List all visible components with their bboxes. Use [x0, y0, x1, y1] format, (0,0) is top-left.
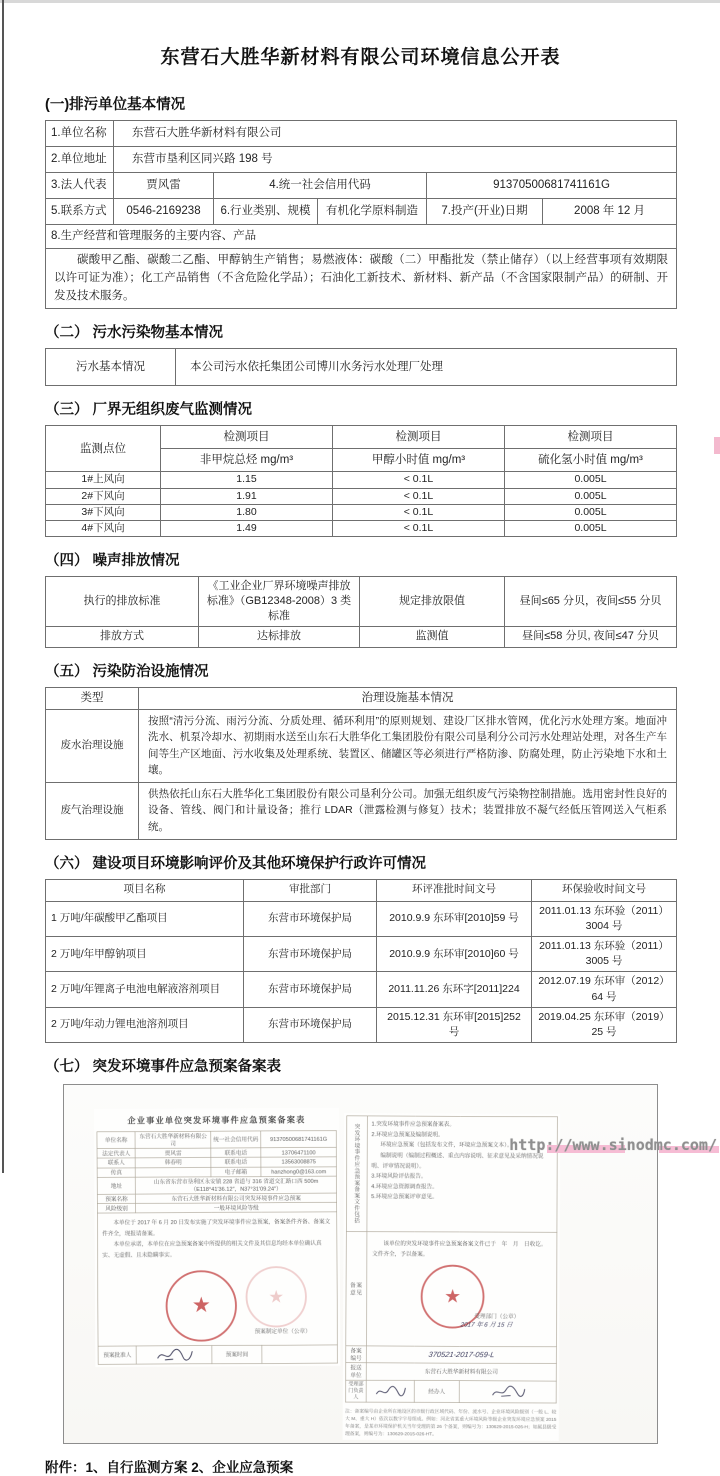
- filing-opinion-cell: [366, 1232, 556, 1347]
- wastewater-facility-label: 废水治理设施: [46, 709, 139, 782]
- value-1-methanol: < 0.1L: [333, 472, 505, 488]
- seal-star-icon: ★: [444, 1286, 462, 1307]
- project-4-eia: 2015.12.31 东环审[2015]252 号: [377, 1007, 532, 1042]
- table-row: [46, 937, 677, 972]
- seal-star-icon: ★: [268, 1287, 285, 1307]
- scan-left-form: [97, 1131, 338, 1366]
- scan-legal-rep-value: 贾风雷: [135, 1149, 211, 1159]
- value-2-h2s: 0.005L: [505, 488, 677, 504]
- industry-label: 6.行业类别、规模: [214, 199, 318, 225]
- filing-opinion-text: 该单位的突发环境事件应急预案备案文件已于 年 月 日收讫。文件齐全，予以备案。: [372, 1240, 547, 1258]
- project-1-name: 1 万吨/年碳酸甲乙酯项目: [46, 901, 244, 936]
- wastewater-value: 本公司污水依托集团公司博川水务污水处理厂处理: [176, 349, 677, 386]
- legal-rep-value: 贾风雷: [114, 173, 214, 199]
- wastewater-label: 污水基本情况: [46, 349, 176, 386]
- point-1: 1#上风向: [46, 472, 161, 488]
- filing-file-2b: 编制说明（编制过程概述、重点内容说明、征求意见及采纳情况说明、评审情况说明）。: [371, 1152, 544, 1170]
- value-4-h2s: 0.005L: [505, 521, 677, 537]
- scan-email-value: hanzhong0@163.com: [261, 1167, 337, 1177]
- start-date-label: 7.投产(开业)日期: [427, 199, 543, 225]
- scan-left-page: [94, 1108, 340, 1368]
- pollution-control-table: [45, 687, 677, 840]
- section-6-heading: （六） 建设项目环境影响评价及其他环境保护行政许可情况: [45, 855, 427, 872]
- section-1-heading: (一)排污单位基本情况: [45, 97, 186, 113]
- table-row: [46, 488, 677, 504]
- submitting-unit-value: 东营石大胜华新材料有限公司: [366, 1363, 556, 1381]
- scan-phone-label-1: 联系电话: [211, 1148, 261, 1158]
- value-3-h2s: 0.005L: [505, 504, 677, 520]
- table-row: [46, 1007, 677, 1042]
- filing-opinion-label: 备案意见: [346, 1232, 367, 1346]
- scan-phone-label-2: 联系电话: [211, 1158, 261, 1168]
- scan-legal-rep-label: 法定代表人: [97, 1149, 135, 1159]
- noise-limit-label: 规定排放限值: [360, 577, 505, 627]
- scan-artifact-left-edge: [2, 0, 4, 1173]
- facility-header: 治理设施基本情况: [139, 687, 677, 709]
- scan-risk-level-label: 风险级别: [97, 1204, 135, 1214]
- param-h2s: 硫化氢小时值 mg/m³: [505, 449, 677, 472]
- project-4-name: 2 万吨/年动力锂电池溶剂项目: [46, 1007, 244, 1042]
- credit-code-label: 4.统一社会信用代码: [214, 173, 427, 199]
- approval-dept-header: 审批部门: [244, 879, 377, 901]
- scan-contact-value: 韩春明: [135, 1158, 211, 1168]
- value-1-h2s: 0.005L: [505, 472, 677, 488]
- filing-file-3: 3.环境风险评估报告。: [371, 1172, 427, 1180]
- project-2-eia: 2010.9.9 东环审[2010]60 号: [377, 937, 532, 972]
- param-nmhc: 非甲烷总烃 mg/m³: [161, 449, 333, 472]
- eia-doc-header: 环评准批时间文号: [377, 879, 532, 901]
- section-4-heading: （四） 噪声排放情况: [45, 553, 180, 570]
- project-1-eia: 2010.9.9 东环审[2010]59 号: [377, 901, 532, 936]
- scan-credit-code-value: 91370500681741161G: [261, 1131, 337, 1148]
- company-seal: [165, 1271, 237, 1343]
- project-2-dept: 东营市环境保护局: [244, 937, 377, 972]
- value-3-methanol: < 0.1L: [333, 504, 505, 520]
- scan-left-title: 企业事业单位突发环境事件应急预案备案表: [127, 1115, 306, 1126]
- seal-star-icon: ★: [191, 1293, 211, 1318]
- table-row: [46, 521, 677, 537]
- fugitive-gas-table: [45, 425, 677, 537]
- scan-fax-label: 传真: [97, 1168, 135, 1178]
- project-3-name: 2 万吨/年锂离子电池电解液溶剂项目: [46, 972, 244, 1007]
- noise-mode-label: 排放方式: [46, 626, 199, 647]
- scan-artifact-top-edge: [0, 0, 720, 3]
- handler-label: 经办人: [414, 1381, 459, 1403]
- table-row: [46, 472, 677, 488]
- plan-time-value: [262, 1345, 338, 1364]
- legal-rep-label: 3.法人代表: [46, 173, 114, 199]
- basic-info-table: [45, 120, 677, 309]
- products-label: 8.生产经营和管理服务的主要内容、产品: [46, 225, 677, 249]
- point-3: 3#下风向: [46, 504, 161, 520]
- project-3-eia: 2011.11.26 东环字[2011]224: [377, 972, 532, 1007]
- value-3-nmhc: 1.80: [161, 504, 333, 520]
- section-3-heading: （三） 厂界无组织废气监测情况: [45, 402, 253, 419]
- item-header-1: 检测项目: [161, 426, 333, 449]
- exhaust-facility-label: 废气治理设施: [46, 782, 139, 839]
- table-row: [46, 972, 677, 1007]
- section-5-heading: （五） 污染防治设施情况: [45, 663, 209, 680]
- wastewater-table: [45, 348, 677, 386]
- scan-email-label: 电子邮箱: [211, 1167, 261, 1177]
- scan-statement-cell: [97, 1212, 337, 1346]
- noise-mode-value: 达标排放: [199, 626, 360, 647]
- credit-code-value: 91370500681741161G: [427, 173, 677, 199]
- project-1-acceptance: 2011.01.13 东环验（2011）3004 号: [532, 901, 677, 936]
- authority-head-label: 受理部门负责人: [346, 1380, 367, 1402]
- project-2-acceptance: 2011.01.13 东环验（2011）3005 号: [532, 937, 677, 972]
- scan-credit-code-label: 统一社会信用代码: [211, 1131, 261, 1148]
- plan-approver-label: 预案批准人: [98, 1346, 136, 1364]
- filing-file-1: 1.突发环境事件应急预案备案表。: [371, 1120, 455, 1128]
- project-name-header: 项目名称: [46, 879, 244, 901]
- plan-approver-signature: [136, 1346, 212, 1365]
- section-7-heading: （七） 突发环境事件应急预案备案表: [45, 1059, 282, 1076]
- filing-files-label: 突发环境事件应急预案备案文件包括: [346, 1116, 367, 1232]
- item-header-2: 检测项目: [333, 426, 505, 449]
- filing-file-4: 4.环境应急资源调查报告。: [371, 1183, 438, 1190]
- filing-file-5: 5.环境应急预案评审意见。: [371, 1193, 438, 1201]
- scan-plan-name-value: 东营石大胜华新材料有限公司突发环境事件应急预案: [136, 1193, 337, 1204]
- filing-file-2: 2.环境应急预案及编制说明。: [371, 1131, 444, 1138]
- table-row: [46, 901, 677, 936]
- project-2-name: 2 万吨/年甲醇钠项目: [46, 937, 244, 972]
- scan-statement-2: 本单位承诺，本单位在应急预案备案中所提供的相关文件及其信息均经本单位确认真实、无虚假、且未隐瞒事实。: [102, 1240, 322, 1259]
- scan-phone-value-1: 13706471100: [261, 1148, 337, 1158]
- noise-measured-label: 监测值: [360, 626, 505, 647]
- unit-address-label: 2.单位地址: [46, 147, 114, 173]
- scan-address-label: 地址: [97, 1177, 135, 1194]
- noise-standard-label: 执行的排放标准: [46, 577, 199, 627]
- unit-name-label: 1.单位名称: [46, 121, 114, 147]
- filing-number-handwritten: 370521-2017-059-L: [427, 1350, 495, 1360]
- unit-name-value: 东营石大胜华新材料有限公司: [114, 121, 677, 147]
- page-title: 东营石大胜华新材料有限公司环境信息公开表: [160, 47, 561, 68]
- scan-statement-1: 本单位于 2017 年 6 月 20 日发布实施了突发环境事件应急预案，备案条件齐备、备案文件齐全，现报请备案。: [102, 1218, 331, 1237]
- scan-unit-name-label: 单位名称: [97, 1132, 135, 1149]
- scan-address-value: 山东省东营市垦利区永安镇 228 省道与 316 省道交汇路口西 500m（E118°41′36.12″，N37°31′09.24″）: [136, 1176, 337, 1194]
- submitting-unit-label: 报送单位: [346, 1363, 367, 1380]
- unit-address-value: 东营市垦利区同兴路 198 号: [114, 147, 677, 173]
- project-3-dept: 东营市环境保护局: [244, 972, 377, 1007]
- project-4-dept: 东营市环境保护局: [244, 1007, 377, 1042]
- value-4-methanol: < 0.1L: [333, 521, 505, 537]
- monitor-point-header: 监测点位: [46, 426, 161, 472]
- noise-standard-value: 《工业企业厂界环境噪声排放标准》（GB12348-2008）3 类标准: [199, 577, 360, 627]
- watermark-url: [509, 1136, 717, 1154]
- acceptance-doc-header: 环保验收时间文号: [532, 879, 677, 901]
- filing-note: 注：备案编号由企业所在地设区的市级行政区域代码、年份、流水号、企业环境风险级别（一般 L、较大 M、重大 H）依次以数字字母组成。例如：河北省某重大环境风险等级企业突发环境应急预案 2015 年备案，是某市环境保护机关当年受理的第 26 个备案，则编号为：130629-2015-026-H；如属县级受理备案，则编号为：130629-2015-026-HT。: [345, 1408, 557, 1437]
- scan-right-form: [345, 1116, 557, 1404]
- filing-number-label: 备案编号: [346, 1346, 367, 1363]
- point-2: 2#下风向: [46, 488, 161, 504]
- wastewater-facility-value: 按照“清污分流、雨污分流、分质处理、循环利用”的原则规划、建设厂区排水管网，优化污水处理方案。地面冲洗水、机泵冷却水、初期雨水送至山东石大胜华化工集团股份有限公司垦利分公司污水处理站处理，对各生产车间等生产区地面、污水收集及处理系统、装置区、储罐区等必须进行严格防渗、防腐处理，防止污染地下水和土壤。: [139, 709, 677, 782]
- scan-right-page: [343, 1113, 561, 1441]
- exhaust-facility-value: 供热依托山东石大胜华化工集团股份有限公司垦利分公司。加强无组织废气污染物控制措施。选用密封性良好的设备、管线、阀门和计量设备；推行 LDAR（泄露检测与修复）技术；装置排放不凝气经低压管网送入气柜系统。: [139, 782, 677, 839]
- filing-files-list: [367, 1116, 557, 1232]
- scan-phone-value-2: 13563008875: [261, 1157, 337, 1167]
- param-methanol: 甲醇小时值 mg/m³: [333, 449, 505, 472]
- project-3-acceptance: 2012.07.19 东环审（2012）64 号: [532, 972, 677, 1007]
- eia-permit-table: [45, 879, 677, 1044]
- seal-caption-left: 预案制定单位（公章）: [254, 1328, 311, 1335]
- handler-signature: [459, 1381, 556, 1404]
- noise-measured-value: 昼间≤58 分贝, 夜间≤47 分贝: [505, 626, 677, 647]
- plan-time-label: 预案时间: [212, 1346, 262, 1364]
- attachment-note: 附件：1、自行监测方案 2、企业应急预案: [45, 1460, 294, 1476]
- authority-head-signature: [366, 1380, 414, 1402]
- scan-risk-level-value: 一般环境风险等级: [136, 1203, 337, 1214]
- signature-icon: [489, 1386, 527, 1399]
- filing-number-value: [366, 1346, 556, 1364]
- noise-limit-value: 昼间≤65 分贝，夜间≤55 分贝: [505, 577, 677, 627]
- value-4-nmhc: 1.49: [161, 521, 333, 537]
- scan-artifact-pink-mark: [714, 437, 720, 454]
- scan-unit-name-value: 东营石大胜华新材料有限公司: [135, 1132, 211, 1149]
- signature-icon: [154, 1348, 194, 1362]
- item-header-3: 检测项目: [505, 426, 677, 449]
- contact-value: 0546-2169238: [114, 199, 214, 225]
- project-1-dept: 东营市环境保护局: [244, 901, 377, 936]
- filing-file-2a: 环境应急预案（包括发布文件，环境应急预案文本）。: [380, 1141, 513, 1149]
- type-header: 类型: [46, 687, 139, 709]
- scan-contact-label: 联系人: [97, 1158, 135, 1168]
- noise-table: [45, 576, 677, 648]
- seal-caption-right: 受理部门（公章）: [474, 1313, 520, 1320]
- value-2-methanol: < 0.1L: [333, 488, 505, 504]
- watermark-text: http://www.sinodmc.com/: [509, 1136, 717, 1154]
- table-row: [46, 504, 677, 520]
- project-4-acceptance: 2019.04.25 东环审（2019）25 号: [532, 1007, 677, 1042]
- signature-icon: [373, 1385, 407, 1398]
- start-date-value: 2008 年 12 月: [543, 199, 677, 225]
- contact-label: 5.联系方式: [46, 199, 114, 225]
- industry-value: 有机化学原料制造: [318, 199, 427, 225]
- section-2-heading: （二） 污水污染物基本情况: [45, 325, 224, 342]
- scan-plan-name-label: 预案名称: [97, 1194, 135, 1204]
- value-1-nmhc: 1.15: [161, 472, 333, 488]
- products-value: 碳酸甲乙酯、碳酸二乙酯、甲醇钠生产销售；易燃液体：碳酸（二）甲酯批发（禁止储存）（以上经营事项有效期限以许可证为准）；化工产品销售（不含危险化学品）；石油化工新技术、新材料、新产品（不含国家限制产品）的研制、开发及技术服务。: [46, 249, 677, 309]
- value-2-nmhc: 1.91: [161, 488, 333, 504]
- point-4: 4#下风向: [46, 521, 161, 537]
- seal-date-handwritten: 2017 年 6 月 15 日: [460, 1321, 513, 1330]
- faint-seal: [245, 1266, 307, 1328]
